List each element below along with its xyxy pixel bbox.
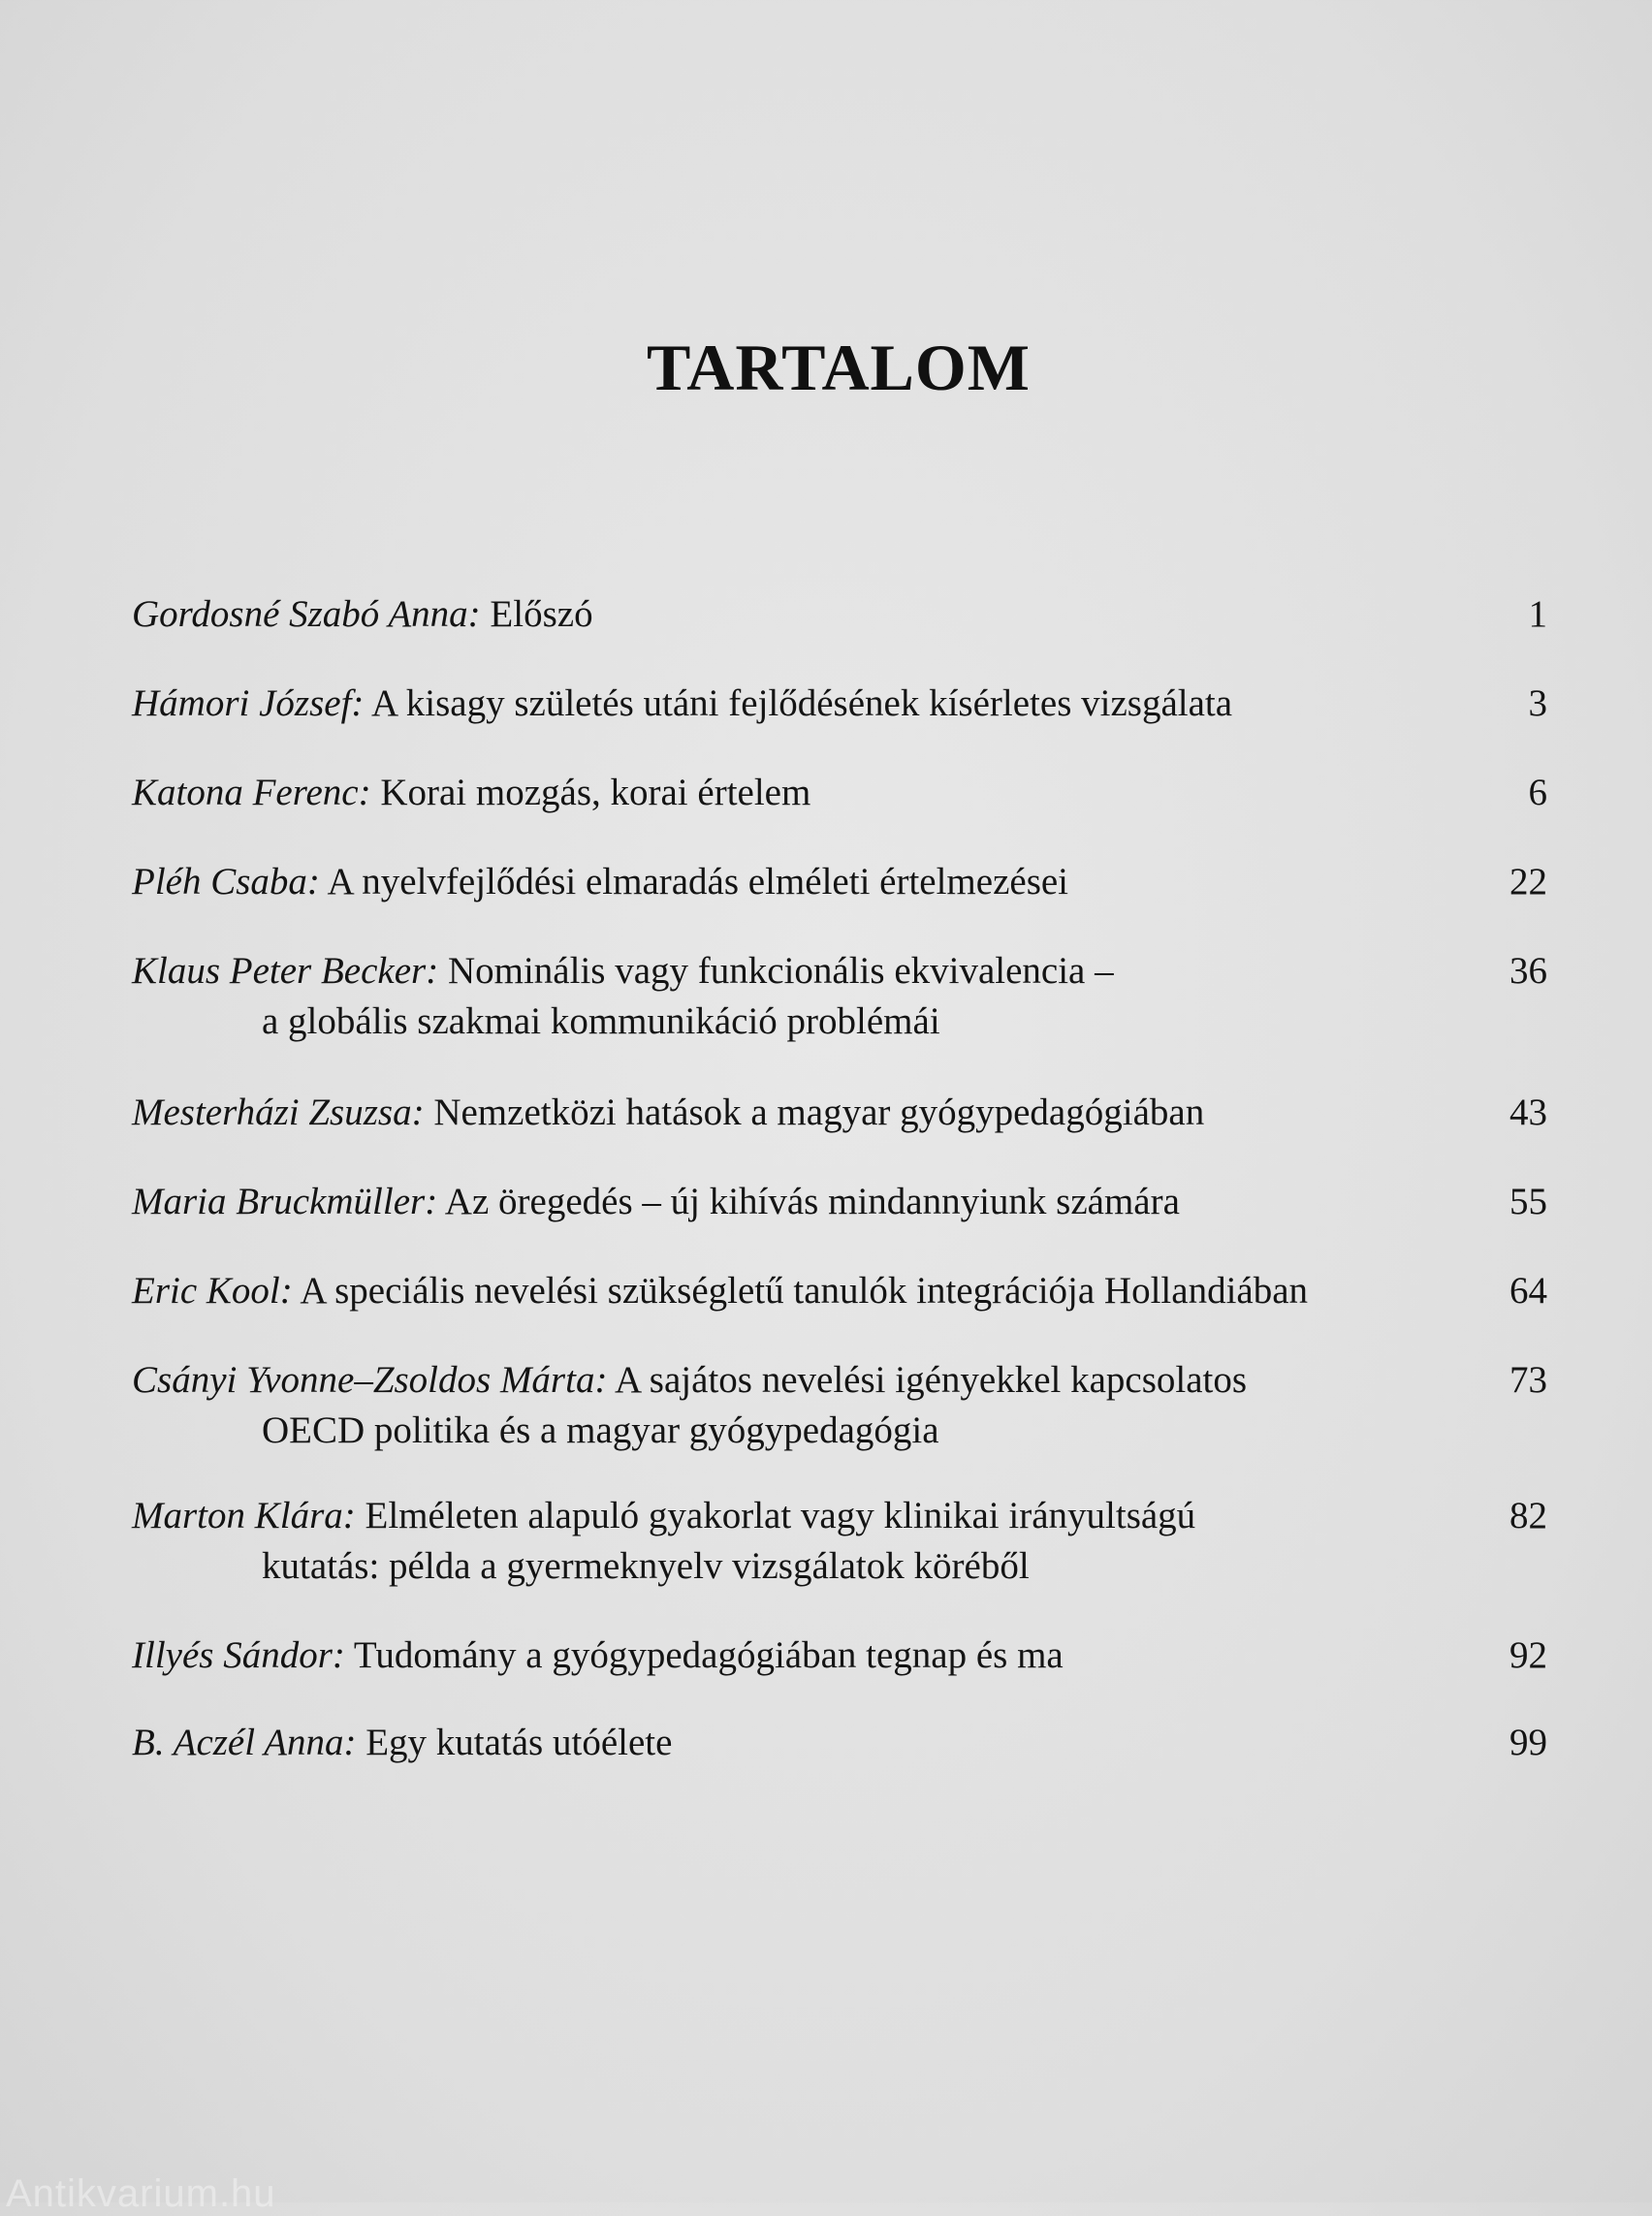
entry-author: Hámori József:	[132, 682, 365, 724]
entry-page-number: 99	[1509, 1722, 1547, 1763]
toc-entry	[132, 679, 1547, 729]
entry-title: A nyelvfejlődési elmaradás elméleti értelmezései	[327, 861, 1069, 902]
entry-title: Nominális vagy funkcionális ekvivalencia –	[447, 950, 1114, 992]
entry-author: Pléh Csaba:	[132, 861, 320, 902]
entry-title: Előszó	[490, 593, 593, 635]
toc-entry	[132, 857, 1547, 907]
entry-title: A sajátos nevelési igényekkel kapcsolatos	[615, 1359, 1248, 1401]
entry-page-number: 36	[1509, 950, 1547, 992]
toc-entry	[132, 1718, 1547, 1768]
entry-author: Eric Kool:	[132, 1270, 293, 1312]
entry-author: Maria Bruckmüller:	[132, 1181, 438, 1222]
entry-title: Elméleten alapuló gyakorlat vagy klinikai irányultságú	[365, 1495, 1196, 1536]
entry-author: B. Aczél Anna:	[132, 1722, 357, 1763]
toc-entry	[132, 1266, 1547, 1316]
toc-entry	[132, 1088, 1547, 1138]
page-title: TARTALOM	[647, 331, 1031, 404]
entry-author: Gordosné Szabó Anna:	[132, 593, 481, 635]
entry-title: Az öregedés – új kihívás mindannyiunk számára	[444, 1181, 1180, 1222]
toc-entry	[132, 1355, 1547, 1456]
entry-title: Korai mozgás, korai értelem	[380, 772, 811, 813]
entry-title: Nemzetközi hatások a magyar gyógypedagógiában	[433, 1092, 1205, 1133]
toc-entry	[132, 1177, 1547, 1227]
entry-title: Tudomány a gyógypedagógiában tegnap és ma	[353, 1634, 1064, 1676]
watermark: Antikvarium.hu	[6, 2172, 276, 2215]
entry-author: Marton Klára:	[132, 1495, 356, 1536]
toc-entry	[132, 589, 1547, 640]
entry-page-number: 73	[1509, 1359, 1547, 1401]
entry-title: Egy kutatás utóélete	[365, 1722, 673, 1763]
entry-title: A speciális nevelési szükségletű tanulók integrációja Hollandiában	[300, 1270, 1309, 1312]
entry-title-continuation: a globális szakmai kommunikáció problémái	[262, 1000, 940, 1042]
entry-author: Mesterházi Zsuzsa:	[132, 1092, 425, 1133]
entry-page-number: 6	[1528, 772, 1547, 813]
toc-entry	[132, 946, 1547, 1047]
toc-entry	[132, 768, 1547, 818]
entry-page-number: 1	[1528, 593, 1547, 635]
entry-author: Csányi Yvonne–Zsoldos Márta:	[132, 1359, 608, 1401]
entry-page-number: 55	[1509, 1181, 1547, 1222]
entry-author: Katona Ferenc:	[132, 772, 371, 813]
entry-page-number: 64	[1509, 1270, 1547, 1312]
entry-page-number: 22	[1509, 861, 1547, 902]
entry-title: A kisagy születés utáni fejlődésének kísérletes vizsgálata	[371, 682, 1233, 724]
toc-entry	[132, 1630, 1547, 1681]
entry-title-continuation: OECD politika és a magyar gyógypedagógia	[262, 1409, 939, 1451]
entry-page-number: 82	[1509, 1495, 1547, 1536]
entry-author: Illyés Sándor:	[132, 1634, 345, 1676]
entry-page-number: 92	[1509, 1634, 1547, 1676]
toc-entry	[132, 1491, 1547, 1592]
entry-title-continuation: kutatás: példa a gyermeknyelv vizsgálatok köréből	[262, 1545, 1030, 1587]
entry-page-number: 3	[1528, 682, 1547, 724]
entry-author: Klaus Peter Becker:	[132, 950, 439, 992]
entry-page-number: 43	[1509, 1092, 1547, 1133]
